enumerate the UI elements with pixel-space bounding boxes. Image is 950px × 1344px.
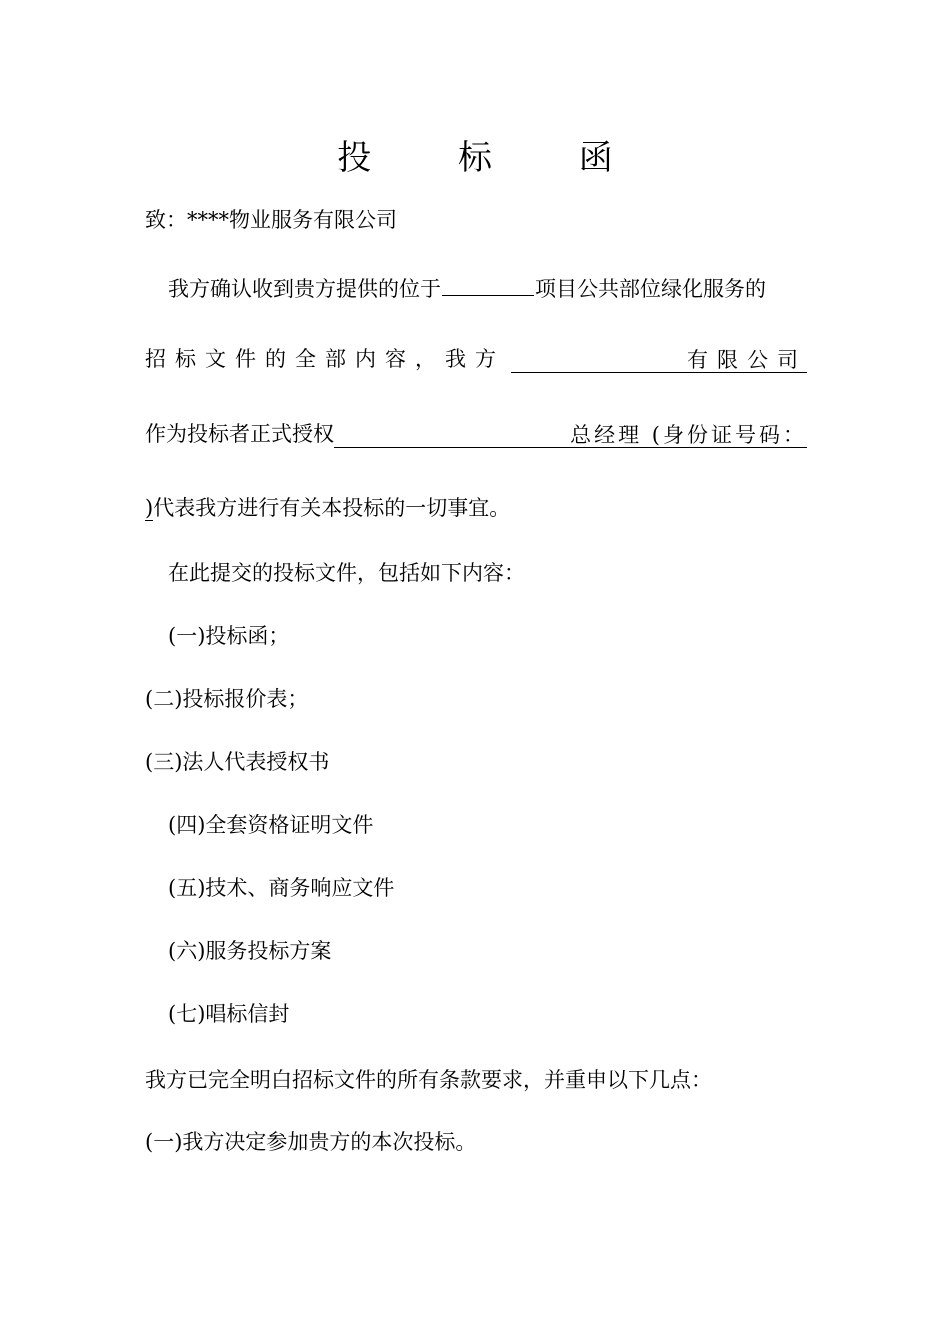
contents-item-4: (四)全套资格证明文件 xyxy=(168,813,374,837)
tender-doc-text: 招标文件的全部内容，我方 xyxy=(145,347,505,371)
paragraph-line-4 xyxy=(145,494,510,522)
general-manager-blank: 总经理 (身份证号码： xyxy=(334,423,807,448)
contents-intro: 在此提交的投标文件，包括如下内容： xyxy=(168,561,525,585)
declaration-intro: 我方已完全明白招标文件的所有条款要求，并重申以下几点： xyxy=(145,1068,712,1092)
document-title: 投 标 函 xyxy=(337,138,651,178)
confirm-text: 我方确认收到贵方提供的位于 xyxy=(168,277,441,301)
paragraph-line-1 xyxy=(168,271,766,303)
represent-text: 代表我方进行有关本投标的一切事宜。 xyxy=(153,496,511,520)
contents-item-7: (七)唱标信封 xyxy=(168,1002,290,1026)
contents-item-3: (三)法人代表授权书 xyxy=(145,750,330,774)
declaration-point-1: (一)我方决定参加贵方的本次投标。 xyxy=(145,1130,477,1154)
project-text: 项目公共部位绿化服务的 xyxy=(535,277,766,301)
contents-item-1: (一)投标函； xyxy=(168,624,290,648)
location-blank xyxy=(442,271,534,296)
paragraph-line-3 xyxy=(145,420,807,448)
company-name-blank: 有限公司 xyxy=(511,348,807,373)
contents-item-6: (六)服务投标方案 xyxy=(168,939,332,963)
id-close-bracket: ) xyxy=(145,496,154,520)
paragraph-line-2 xyxy=(145,345,807,373)
contents-item-2: (二)投标报价表； xyxy=(145,687,309,711)
contents-item-5: (五)技术、商务响应文件 xyxy=(168,876,395,900)
authorize-text: 作为投标者正式授权 xyxy=(145,422,334,446)
addressee: 致：****物业服务有限公司 xyxy=(145,208,397,232)
